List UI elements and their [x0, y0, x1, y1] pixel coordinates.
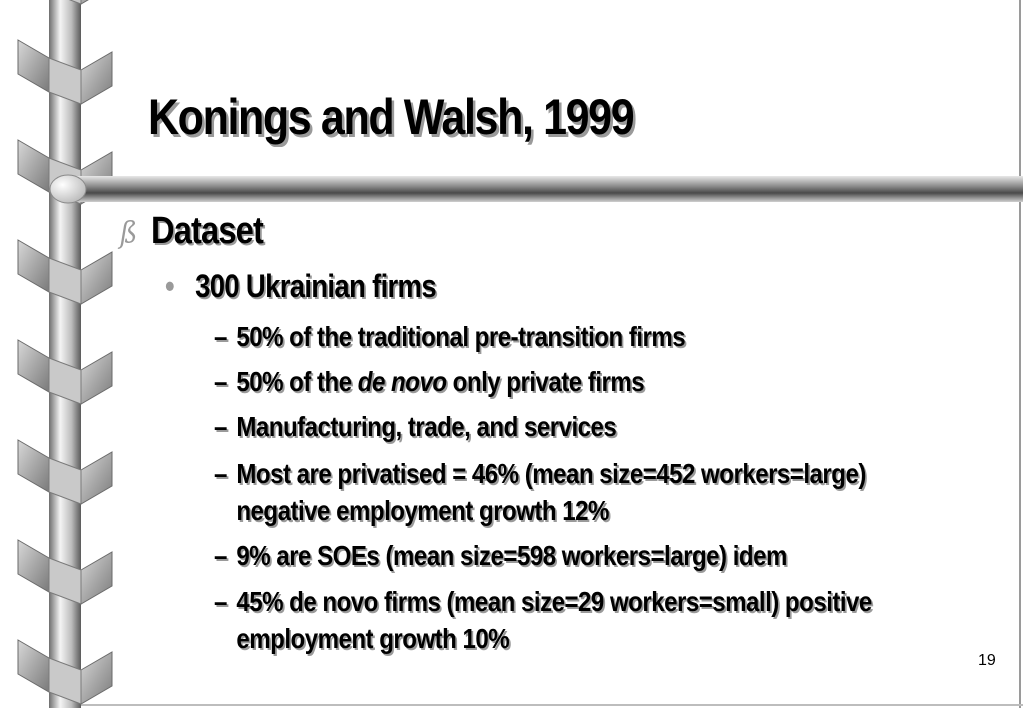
sub-bullet-de-novo-firms [214, 583, 872, 657]
sub-bullet-privatised [214, 455, 866, 529]
ribbon-back-segment [18, 40, 49, 92]
ribbon-back-segment [18, 540, 49, 592]
sub-bullet-sectors-text: Manufacturing, trade, and services [236, 411, 617, 442]
sub-bullet-soes [214, 537, 787, 574]
bullet-ukrainian-firms-text: 300 Ukrainian firms [195, 268, 436, 304]
dash-icon: – [214, 366, 227, 397]
dash-icon: – [214, 540, 227, 571]
dash-icon: – [214, 586, 227, 617]
sub-bullet-de-novo-post: only private firms [446, 366, 645, 397]
ribbon-back-segment [18, 240, 49, 292]
sub-bullet-privatised-line2: negative employment growth 12% [236, 495, 609, 526]
ribbon-front-segment [81, 352, 112, 404]
bullet-dataset [120, 210, 263, 253]
dash-icon: – [214, 321, 227, 352]
ribbon-front-segment [81, 652, 112, 704]
sub-bullet-de-novo [214, 363, 644, 400]
ribbon-front-segment [81, 452, 112, 504]
dash-icon: – [214, 411, 227, 442]
sub-bullet-de-novo-emphasis: de novo [357, 366, 447, 397]
bullet-dataset-text: Dataset [150, 210, 264, 252]
ribbon-back-segment [18, 440, 49, 492]
bullet-dot-icon: • [165, 268, 174, 304]
sub-bullet-de-novo-firms-line1: 45% de novo firms (mean size=29 workers=small) positive [236, 586, 872, 617]
sub-bullet-sectors [214, 408, 616, 445]
ribbon-back-segment [18, 140, 49, 192]
sub-bullet-de-novo-pre: 50% of the [236, 366, 358, 397]
ribbon-front-segment [81, 552, 112, 604]
ribbon-front-segment [81, 0, 112, 4]
sub-bullet-soes-text: 9% are SOEs (mean size=598 workers=large) idem [236, 540, 787, 571]
ribbon-back-segment [18, 340, 49, 392]
ribbon-front-segment [81, 52, 112, 104]
bullet-glyph-icon: ß [120, 216, 137, 251]
sub-bullet-traditional-text: 50% of the traditional pre-transition firms [236, 321, 686, 352]
ribbon-front-segment [81, 252, 112, 304]
sub-bullet-privatised-line1: Most are privatised = 46% (mean size=452 workers=large) [236, 458, 866, 489]
ribbon-back-segment [18, 640, 49, 692]
dash-icon: – [214, 458, 227, 489]
sub-bullet-de-novo-firms-line2: employment growth 10% [236, 623, 510, 654]
bullet-ukrainian-firms [165, 268, 436, 305]
page-number: 19 [978, 652, 996, 669]
sub-bullet-traditional [214, 318, 685, 355]
slide-title: Konings and Walsh, 1999 [148, 89, 634, 145]
